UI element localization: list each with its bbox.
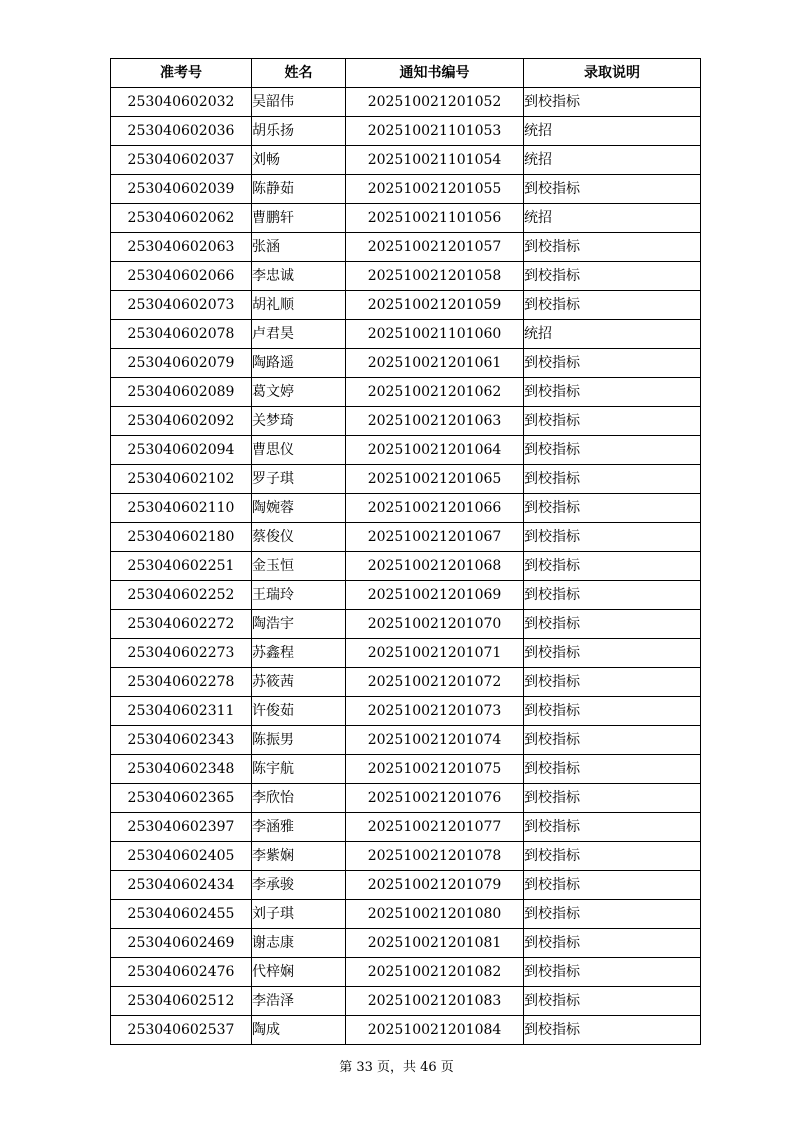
admission-note-cell: 到校指标: [524, 668, 701, 697]
exam-number-cell: 253040602365: [111, 784, 252, 813]
notice-number-cell: 202510021201073: [346, 697, 524, 726]
notice-number-cell: 202510021101053: [346, 117, 524, 146]
exam-number-cell: 253040602272: [111, 610, 252, 639]
notice-number-cell: 202510021201084: [346, 1016, 524, 1045]
admission-note-cell: 到校指标: [524, 842, 701, 871]
notice-number-cell: 202510021201079: [346, 871, 524, 900]
exam-number-cell: 253040602180: [111, 523, 252, 552]
table-row: [111, 1016, 701, 1045]
student-name-cell: 陶婉蓉: [252, 494, 346, 523]
exam-number-cell: 253040602343: [111, 726, 252, 755]
student-name-cell: 曹思仪: [252, 436, 346, 465]
exam-number-cell: 253040602476: [111, 958, 252, 987]
admission-note-cell: 统招: [524, 117, 701, 146]
admission-note-cell: 到校指标: [524, 958, 701, 987]
student-name-cell: 卢君昊: [252, 320, 346, 349]
notice-number-cell: 202510021201065: [346, 465, 524, 494]
exam-number-cell: 253040602455: [111, 900, 252, 929]
student-name-cell: 蔡俊仪: [252, 523, 346, 552]
admission-note-cell: 到校指标: [524, 523, 701, 552]
notice-number-cell: 202510021201070: [346, 610, 524, 639]
notice-number-cell: 202510021201080: [346, 900, 524, 929]
student-name-cell: 关梦琦: [252, 407, 346, 436]
table-row: [111, 494, 701, 523]
exam-number-cell: 253040602469: [111, 929, 252, 958]
student-name-cell: 刘畅: [252, 146, 346, 175]
admission-note-cell: 到校指标: [524, 88, 701, 117]
student-name-cell: 代梓娴: [252, 958, 346, 987]
student-name-cell: 陶成: [252, 1016, 346, 1045]
admission-note-cell: 到校指标: [524, 726, 701, 755]
table-row: [111, 900, 701, 929]
admission-note-cell: 到校指标: [524, 175, 701, 204]
notice-number-cell: 202510021201069: [346, 581, 524, 610]
admission-note-cell: 到校指标: [524, 349, 701, 378]
table-row: [111, 813, 701, 842]
exam-number-cell: 253040602251: [111, 552, 252, 581]
notice-number-cell: 202510021201058: [346, 262, 524, 291]
exam-number-cell: 253040602089: [111, 378, 252, 407]
exam-number-cell: 253040602311: [111, 697, 252, 726]
exam-number-cell: 253040602434: [111, 871, 252, 900]
exam-number-cell: 253040602102: [111, 465, 252, 494]
admission-note-cell: 到校指标: [524, 291, 701, 320]
admission-note-cell: 到校指标: [524, 1016, 701, 1045]
admission-note-cell: 到校指标: [524, 465, 701, 494]
table-row: [111, 871, 701, 900]
notice-number-cell: 202510021201082: [346, 958, 524, 987]
student-name-cell: 吴韶伟: [252, 88, 346, 117]
student-name-cell: 陶路遥: [252, 349, 346, 378]
admission-note-cell: 到校指标: [524, 871, 701, 900]
admission-note-cell: 到校指标: [524, 233, 701, 262]
table-row: [111, 407, 701, 436]
notice-number-cell: 202510021201067: [346, 523, 524, 552]
student-name-cell: 苏筱茜: [252, 668, 346, 697]
student-name-cell: 李承骏: [252, 871, 346, 900]
exam-number-cell: 253040602252: [111, 581, 252, 610]
table-row: [111, 117, 701, 146]
student-name-cell: 胡乐扬: [252, 117, 346, 146]
notice-number-cell: 202510021201078: [346, 842, 524, 871]
notice-number-cell: 202510021101060: [346, 320, 524, 349]
table-row: [111, 697, 701, 726]
student-name-cell: 陈宇航: [252, 755, 346, 784]
notice-number-cell: 202510021201057: [346, 233, 524, 262]
header-name: 姓名: [252, 59, 346, 88]
notice-number-cell: 202510021201075: [346, 755, 524, 784]
admission-note-cell: 到校指标: [524, 639, 701, 668]
admission-note-cell: 到校指标: [524, 755, 701, 784]
student-name-cell: 张涵: [252, 233, 346, 262]
table-row: [111, 291, 701, 320]
notice-number-cell: 202510021201077: [346, 813, 524, 842]
notice-number-cell: 202510021201068: [346, 552, 524, 581]
header-admission-note: 录取说明: [524, 59, 701, 88]
student-name-cell: 李紫娴: [252, 842, 346, 871]
admission-note-cell: 到校指标: [524, 407, 701, 436]
notice-number-cell: 202510021201062: [346, 378, 524, 407]
table-row: [111, 465, 701, 494]
exam-number-cell: 253040602036: [111, 117, 252, 146]
exam-number-cell: 253040602032: [111, 88, 252, 117]
exam-number-cell: 253040602348: [111, 755, 252, 784]
table-row: [111, 668, 701, 697]
table-row: [111, 233, 701, 262]
notice-number-cell: 202510021201074: [346, 726, 524, 755]
table-row: [111, 987, 701, 1016]
admission-note-cell: 统招: [524, 204, 701, 233]
table-row: [111, 349, 701, 378]
student-name-cell: 陶浩宇: [252, 610, 346, 639]
exam-number-cell: 253040602094: [111, 436, 252, 465]
table-row: [111, 784, 701, 813]
student-name-cell: 罗子琪: [252, 465, 346, 494]
exam-number-cell: 253040602078: [111, 320, 252, 349]
table-row: [111, 929, 701, 958]
admission-note-cell: 到校指标: [524, 813, 701, 842]
student-name-cell: 金玉恒: [252, 552, 346, 581]
exam-number-cell: 253040602039: [111, 175, 252, 204]
exam-number-cell: 253040602273: [111, 639, 252, 668]
table-row: [111, 610, 701, 639]
table-row: [111, 262, 701, 291]
table-row: [111, 88, 701, 117]
student-name-cell: 苏鑫程: [252, 639, 346, 668]
student-name-cell: 李涵雅: [252, 813, 346, 842]
table-row: [111, 146, 701, 175]
table-row: [111, 552, 701, 581]
student-name-cell: 曹鹏轩: [252, 204, 346, 233]
admission-note-cell: 到校指标: [524, 610, 701, 639]
notice-number-cell: 202510021201083: [346, 987, 524, 1016]
header-notice-number: 通知书编号: [346, 59, 524, 88]
notice-number-cell: 202510021201076: [346, 784, 524, 813]
admission-note-cell: 到校指标: [524, 581, 701, 610]
notice-number-cell: 202510021201072: [346, 668, 524, 697]
notice-number-cell: 202510021201055: [346, 175, 524, 204]
student-name-cell: 陈静茹: [252, 175, 346, 204]
admission-note-cell: 到校指标: [524, 697, 701, 726]
student-name-cell: 李忠诚: [252, 262, 346, 291]
exam-number-cell: 253040602278: [111, 668, 252, 697]
admission-note-cell: 到校指标: [524, 436, 701, 465]
notice-number-cell: 202510021201052: [346, 88, 524, 117]
admission-note-cell: 到校指标: [524, 987, 701, 1016]
admission-note-cell: 到校指标: [524, 900, 701, 929]
notice-number-cell: 202510021101056: [346, 204, 524, 233]
admission-table: [110, 58, 701, 1045]
student-name-cell: 刘子琪: [252, 900, 346, 929]
student-name-cell: 王瑞玲: [252, 581, 346, 610]
student-name-cell: 陈振男: [252, 726, 346, 755]
table-header-row: [111, 59, 701, 88]
exam-number-cell: 253040602066: [111, 262, 252, 291]
admission-note-cell: 到校指标: [524, 378, 701, 407]
admission-note-cell: 到校指标: [524, 929, 701, 958]
exam-number-cell: 253040602079: [111, 349, 252, 378]
student-name-cell: 李欣怡: [252, 784, 346, 813]
table-row: [111, 755, 701, 784]
notice-number-cell: 202510021201059: [346, 291, 524, 320]
table-row: [111, 726, 701, 755]
admission-note-cell: 统招: [524, 146, 701, 175]
table-row: [111, 639, 701, 668]
table-row: [111, 378, 701, 407]
exam-number-cell: 253040602092: [111, 407, 252, 436]
notice-number-cell: 202510021201081: [346, 929, 524, 958]
notice-number-cell: 202510021201066: [346, 494, 524, 523]
notice-number-cell: 202510021201064: [346, 436, 524, 465]
student-name-cell: 李浩泽: [252, 987, 346, 1016]
admission-note-cell: 到校指标: [524, 784, 701, 813]
header-exam-number: 准考号: [111, 59, 252, 88]
exam-number-cell: 253040602073: [111, 291, 252, 320]
exam-number-cell: 253040602062: [111, 204, 252, 233]
student-name-cell: 许俊茹: [252, 697, 346, 726]
exam-number-cell: 253040602405: [111, 842, 252, 871]
table-row: [111, 175, 701, 204]
table-row: [111, 958, 701, 987]
admission-note-cell: 到校指标: [524, 494, 701, 523]
exam-number-cell: 253040602397: [111, 813, 252, 842]
table-row: [111, 436, 701, 465]
exam-number-cell: 253040602063: [111, 233, 252, 262]
exam-number-cell: 253040602110: [111, 494, 252, 523]
exam-number-cell: 253040602512: [111, 987, 252, 1016]
admission-note-cell: 到校指标: [524, 262, 701, 291]
exam-number-cell: 253040602537: [111, 1016, 252, 1045]
exam-number-cell: 253040602037: [111, 146, 252, 175]
notice-number-cell: 202510021201063: [346, 407, 524, 436]
student-name-cell: 谢志康: [252, 929, 346, 958]
notice-number-cell: 202510021201071: [346, 639, 524, 668]
admission-note-cell: 统招: [524, 320, 701, 349]
admission-note-cell: 到校指标: [524, 552, 701, 581]
table-row: [111, 320, 701, 349]
notice-number-cell: 202510021201061: [346, 349, 524, 378]
student-name-cell: 胡礼顺: [252, 291, 346, 320]
table-row: [111, 842, 701, 871]
page-footer: 第 33 页，共 46 页: [339, 1060, 454, 1075]
table-row: [111, 581, 701, 610]
table-row: [111, 204, 701, 233]
student-name-cell: 葛文婷: [252, 378, 346, 407]
notice-number-cell: 202510021101054: [346, 146, 524, 175]
table-row: [111, 523, 701, 552]
